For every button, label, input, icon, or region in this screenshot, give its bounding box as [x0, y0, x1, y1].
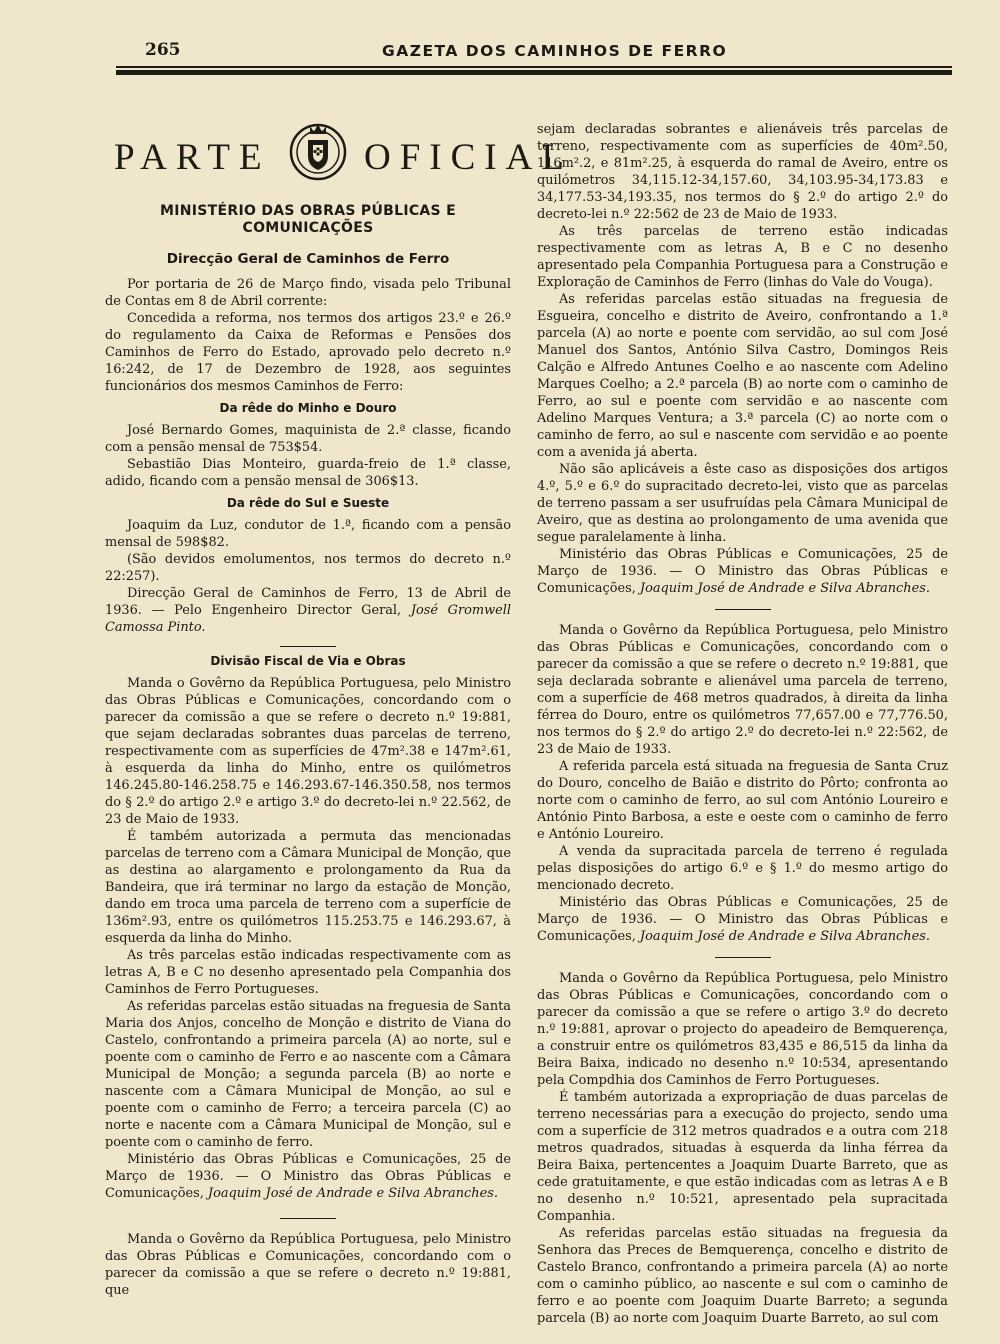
- network-heading: Da rêde do Sul e Sueste: [226, 496, 390, 510]
- paragraph-text: Ministério das Obras Públicas e Comunicações, 25 de Março de 1936. — O Ministro das Obras Públicas e Comunicações,: [537, 547, 948, 596]
- page-number: 265: [145, 40, 181, 60]
- signature: Joaquim José de Andrade e Silva Abranches.: [639, 929, 930, 944]
- paragraph: sejam declaradas sobrantes e alienáveis três parcelas de terreno, respectivamente com as superfícies de 40m².50, 116m².2, e 81m².25, à esquerda do ramal de Aveiro, entre os quilómetros 34,115.12-34,157.60, 34,103.95-34,173.83 e 34,177.53-34,193.35, nos termos do § 2.º do artigo 2.º do decreto-lei n.º 22:562 de 23 de Maio de 1933.: [537, 122, 948, 222]
- paragraph: É também autorizada a expropriação de duas parcelas de terreno necessárias para a execução do projecto, sendo uma com a superfície de 312 metros quadrados e a outra com 218 metros quadrados, situadas à esquerda da linha férrea da Beira Baixa, pertencentes a Joaquim Duarte Barreto, que as cede gratuitamente, e que estão indicadas com as letras A e B no desenho n.º 10:521, apresentado pela supracitada Companhia.: [537, 1090, 948, 1224]
- paragraph-text: Direcção Geral de Caminhos de Ferro, 13 de Abril de 1936. — Pelo Engenheiro Director Geral,: [105, 586, 511, 618]
- paragraph: Por portaria de 26 de Março findo, visada pelo Tribunal de Contas em 8 de Abril corrente:: [105, 277, 511, 309]
- title-left: PARTE: [114, 137, 271, 178]
- paragraph: Concedida a reforma, nos termos dos artigos 23.º e 26.º do regulamento da Caixa de Reformas e Pensões dos Caminhos de Ferro do Estado, aprovado pelo decreto n.º 16:242, de 17 de Dezembro de 1928, aos seguintes funcionários dos mesmos Caminhos de Ferro:: [105, 311, 511, 394]
- signature: Joaquim José de Andrade e Silva Abranches.: [207, 1186, 498, 1201]
- ministry-heading: MINISTÉRIO DAS OBRAS PÚBLICAS E COMUNICAÇÕES: [160, 203, 456, 236]
- paragraph: Manda o Govêrno da República Portuguesa, pelo Ministro das Obras Públicas e Comunicações, concordando com o parecer da comissão a que se refere o decreto n.º 19:881, que seja declarada sobrante e alienável uma parcela de terreno, com a superfície de 468 metros quadrados, à direita da linha férrea do Douro, entre os quilómetros 77,657.00 e 77,776.50, nos termos do § 2.º do artigo 2.º do decreto-lei n.º 22:562, de 23 de Maio de 1933.: [537, 623, 948, 757]
- paragraph: A referida parcela está situada na freguesia de Santa Cruz do Douro, concelho de Baião e distrito do Pôrto; confronta ao norte com o caminho de ferro, ao sul com António Loureiro e António Pinto Barbosa, a este e oeste com o caminho de ferro e António Loureiro.: [537, 759, 948, 842]
- paragraph: A venda da supracitada parcela de terreno é regulada pelas disposições do artigo 6.º e § 1.º do mesmo artigo do mencionado decreto.: [537, 844, 948, 893]
- paragraph: Sebastião Dias Monteiro, guarda-freio de 1.ª classe, adido, ficando com a pensão mensal de 306$13.: [105, 457, 511, 489]
- paragraph: José Bernardo Gomes, maquinista de 2.ª classe, ficando com a pensão mensal de 753$54.: [105, 423, 511, 455]
- paragraph-text: Ministério das Obras Públicas e Comunicações, 25 de Março de 1936. — O Ministro das Obras Públicas e Comunicações,: [105, 1152, 511, 1201]
- title-right: OFICIAL: [364, 137, 573, 178]
- left-column: [105, 203, 511, 1299]
- paragraph: É também autorizada a permuta das mencionadas parcelas de terreno com a Câmara Municipal de Monção, que as destina ao alargamento e prolongamento da Rua da Bandeira, que irá terminar no largo da estação de Monção, dando em troca uma parcela de terreno com a superfície de 136m².93, entre os quilómetros 115.253.75 e 146.293.67, à esquerda da linha do Minho.: [105, 829, 511, 946]
- paragraph: As referidas parcelas estão situadas na freguesia de Esgueira, concelho e distrito de Aveiro, confrontando a 1.ª parcela (A) ao norte e poente com servidão, ao sul com José Manuel dos Santos, António Silva Castro, Domingos Reis Calção e Alfredo Antunes Coelho e ao nascente com Adelino Marques Coelho; a 2.ª parcela (B) ao norte com o caminho de Ferro, ao sul e poente com servidão e ao nascente com Adelino Marques Ventura; a 3.ª parcela (C) ao norte com o caminho de ferro, ao sul e nascente com servidão e ao poente com a avenida já aberta.: [537, 292, 948, 460]
- paragraph: Manda o Govêrno da República Portuguesa, pelo Ministro das Obras Públicas e Comunicações, concordando com o parecer da comissão a que se refere o decreto n.º 19:881, que sejam declaradas sobrantes duas parcelas de terreno, respectivamente com as superfícies de 47m².38 e 147m².61, à esquerda da linha do Minho, entre os quilómetros 146.245.80-146.258.75 e 146.293.67-146.350.58, nos termos do § 2.º do artigo 2.º e artigo 3.º do decreto-lei n.º 22.562, de 23 de Maio de 1933.: [105, 676, 511, 827]
- paragraph: As referidas parcelas estão situadas na freguesia da Senhora das Preces de Bemquerença, concelho e distrito de Castelo Branco, confrontando a primeira parcela (A) ao norte com o caminho público, ao nascente e sul com o caminho de ferro e ao poente com Joaquim Duarte Barreto; a segunda parcela (B) ao norte com Joaquim Duarte Barreto, ao sul com: [537, 1226, 948, 1326]
- paragraph: As três parcelas estão indicadas respectivamente com as letras A, B e C no desenho apresentado pela Companhia dos Caminhos de Ferro Portugueses.: [105, 948, 511, 997]
- paragraph: Manda o Govêrno da República Portuguesa, pelo Ministro das Obras Públicas e Comunicações, concordando com o parecer da comissão a que se refere o artigo 3.º do decreto n.º 19:881, aprovar o projecto do apeadeiro de Bemquerença, a construir entre os quilómetros 83,435 e 86,515 da linha da Beira Baixa, indicado no desenho n.º 10:534, apresentando pela Compdhia dos Caminhos de Ferro Portugueses.: [537, 971, 948, 1088]
- paragraph: [105, 1151, 511, 1202]
- right-column: [537, 121, 948, 1327]
- section-title: [114, 130, 573, 184]
- paragraph: As três parcelas de terreno estão indicadas respectivamente com as letras A, B e C no desenho apresentado pela Companhia Portuguesa para a Construção e Exploração de Caminhos de Ferro (linhas do Vale do Vouga).: [537, 224, 948, 290]
- header-rule-thick: [116, 70, 952, 75]
- network-heading: Da rêde do Minho e Douro: [219, 401, 397, 415]
- division-heading: Divisão Fiscal de Via e Obras: [210, 654, 406, 668]
- paragraph: (São devidos emolumentos, nos termos do decreto n.º 22:257).: [105, 552, 511, 584]
- header-rule-thin: [116, 66, 952, 68]
- running-head: GAZETA DOS CAMINHOS DE FERRO: [382, 42, 728, 60]
- signature: José Gromwell Camossa Pinto.: [105, 603, 511, 635]
- paragraph: Manda o Govêrno da República Portuguesa, pelo Ministro das Obras Públicas e Comunicações, concordando com o parecer da comissão a que se refere o decreto n.º 19:881, que: [105, 1232, 511, 1298]
- paragraph: Não são aplicáveis a êste caso as disposições dos artigos 4.º, 5.º e 6.º do supracitado decreto-lei, visto que as parcelas de terreno passam a ser usufruídas pela Câmara Municipal de Aveiro, que as destina ao prolongamento de uma avenida que segue paralelamente à linha.: [537, 462, 948, 545]
- paragraph: As referidas parcelas estão situadas na freguesia de Santa Maria dos Anjos, concelho de Monção e distrito de Viana do Castelo, confrontando a primeira parcela (A) ao norte, sul e poente com o caminho de Ferro e ao nascente com a Câmara Municipal de Monção; a segunda parcela (B) ao norte e nascente com a Câmara Municipal de Monção, ao sul e poente com o caminho de Ferro; a terceira parcela (C) ao norte e nacente com a Câmara Municipal de Monção, sul e poente com o caminho de ferro.: [105, 999, 511, 1150]
- paragraph-text: Ministério das Obras Públicas e Comunicações, 25 de Março de 1936. — O Ministro das Obras Públicas e Comunicações,: [537, 895, 948, 944]
- signature: Joaquim José de Andrade e Silva Abranches.: [639, 581, 930, 596]
- paragraph: [537, 546, 948, 597]
- paragraph: [537, 894, 948, 945]
- coat-of-arms-emblem-icon: [288, 118, 348, 182]
- paragraph: Joaquim da Luz, condutor de 1.ª, ficando com a pensão mensal de 598$82.: [105, 518, 511, 550]
- direction-heading: Direcção Geral de Caminhos de Ferro: [166, 251, 450, 267]
- paragraph: [105, 585, 511, 636]
